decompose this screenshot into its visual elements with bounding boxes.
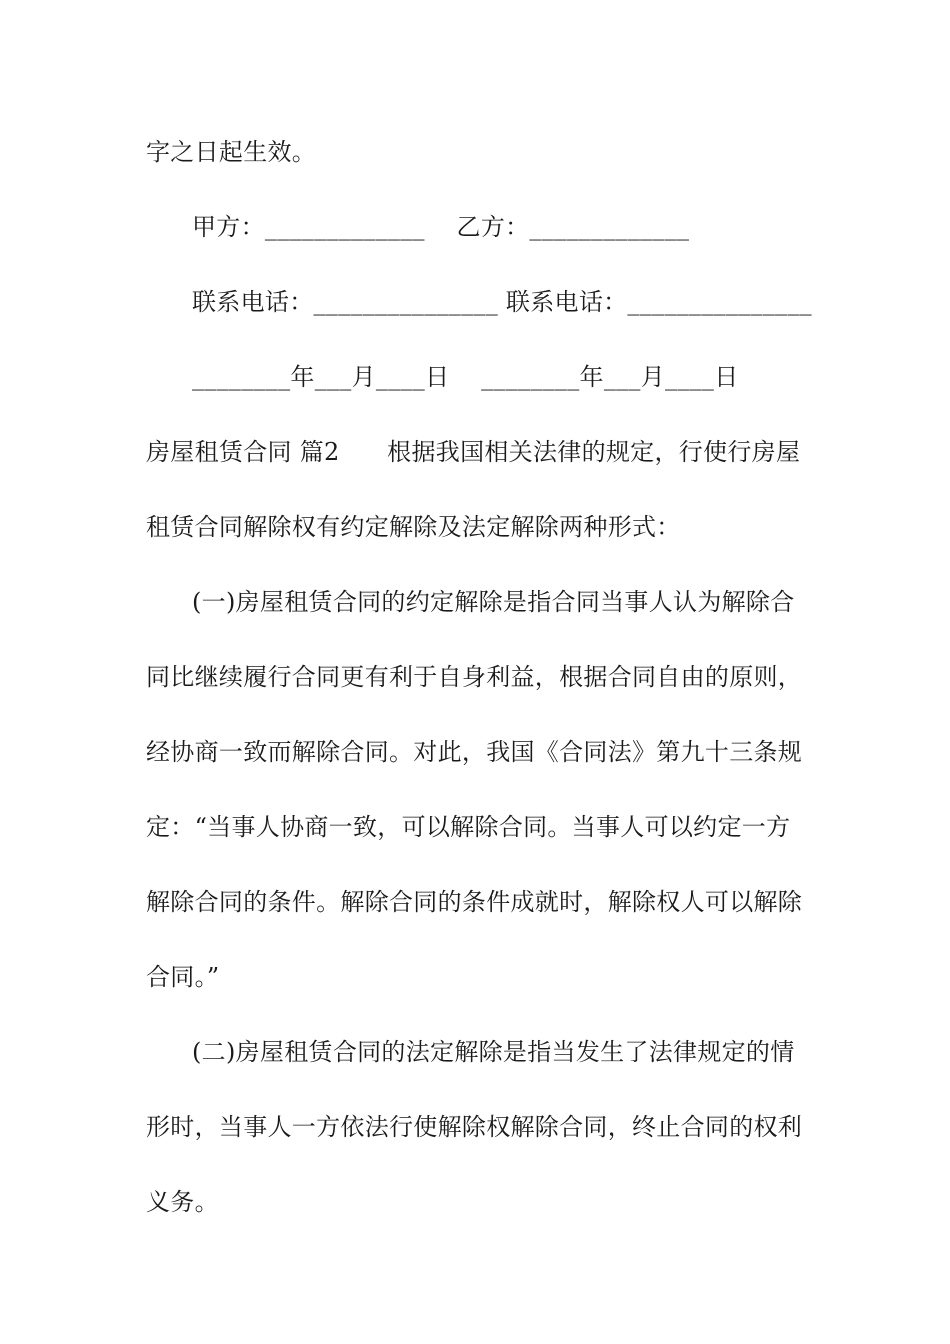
text-line: 合同。”: [146, 963, 220, 991]
section-heading-line: 房屋租赁合同 篇2 根据我国相关法律的规定，行使行房屋: [146, 438, 801, 466]
text-line: 定：“当事人协商一致，可以解除合同。当事人可以约定一方: [146, 813, 791, 841]
text-line: 同比继续履行合同更有利于自身利益，根据合同自由的原则，: [146, 663, 803, 691]
contact-phone-line: 联系电话：_______________ 联系电话：_______________: [192, 288, 812, 316]
text-line: 经协商一致而解除合同。对此，我国《合同法》第九十三条规: [146, 738, 803, 766]
text-line: 租赁合同解除权有约定解除及法定解除两种形式：: [146, 513, 681, 541]
paragraph-start-line: (二)房屋租赁合同的法定解除是指当发生了法律规定的情: [192, 1038, 795, 1066]
text-line: 形时，当事人一方依法行使解除权解除合同，终止合同的权利: [146, 1113, 803, 1141]
text-line: 字之日起生效。: [146, 138, 317, 166]
text-line: 解除合同的条件。解除合同的条件成就时，解除权人可以解除: [146, 888, 803, 916]
paragraph-start-line: (一)房屋租赁合同的约定解除是指合同当事人认为解除合: [192, 588, 795, 616]
signature-parties-line: 甲方：_____________ 乙方：_____________: [192, 213, 690, 241]
text-line: 义务。: [146, 1188, 219, 1216]
date-line: ________年___月____日 ________年___月____日: [192, 363, 739, 391]
